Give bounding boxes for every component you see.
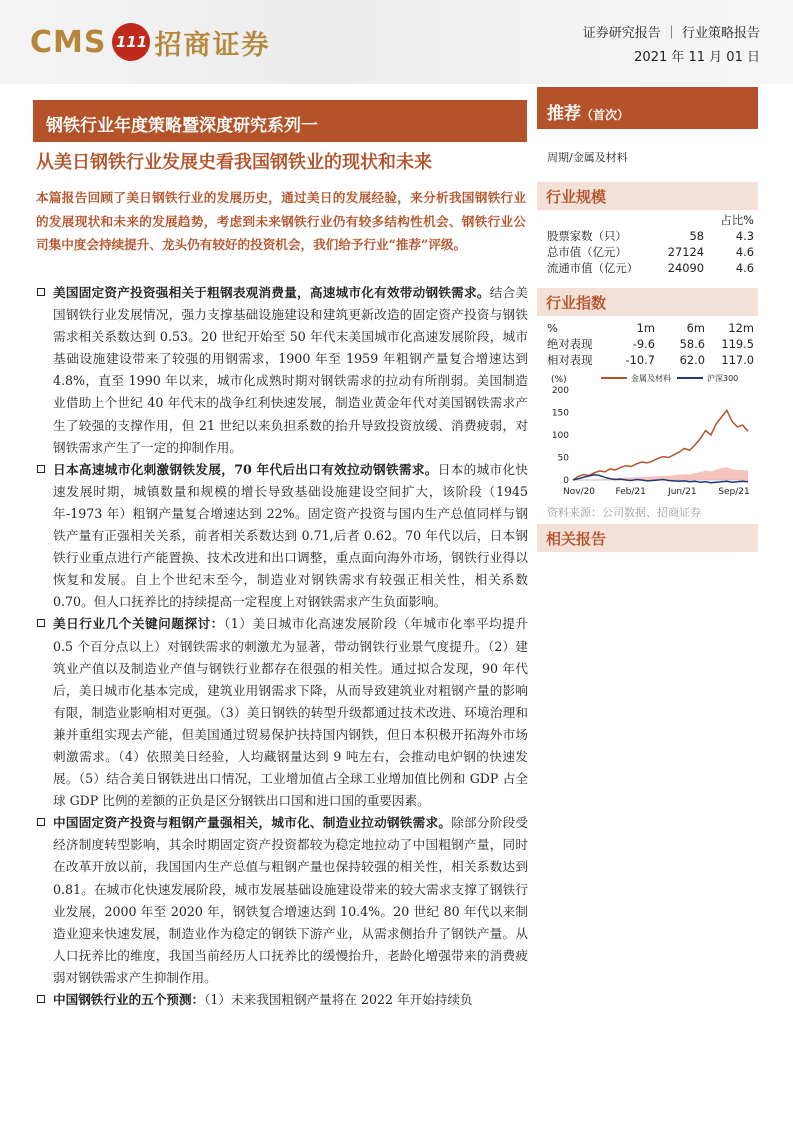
bullet-text: （1）未来我国粗钢产量将在 2022 年开始持续负 xyxy=(204,992,473,1007)
row-label: 流通市值（亿元） xyxy=(547,261,639,275)
row-value: 24090 xyxy=(667,261,704,275)
report-type: 证券研究报告 ｜ 行业策略报告 xyxy=(582,26,760,41)
body-text xyxy=(36,282,528,1011)
relative-area-series xyxy=(573,467,748,480)
share-header: 占比% xyxy=(720,213,754,227)
bullet-item xyxy=(36,459,528,614)
bullet-text: 日本的城市化快速发展时期，城镇数量和规模的增长导致基础设施建设空间扩大，该阶段（1945 年-1973 年）粗钢产量复合增速达到 22%。固定资产投资与国内生产总值同样与钢铁产量有正强相关关系，前者相关系数达到 0.71,后者 0.62。70 年代以后，日本钢铁行业重点进行产能置换、技术改进和出口调整，重点面向海外市场，钢铁行业得以恢复和发展。自上个世纪末至今，制造业对钢铁需求有较强正相关性，相关系数 0.70。但人口抚养比的持续提高一定程度上对钢铁需求产生负面影响。 xyxy=(53,461,528,610)
row-label: 相对表现 xyxy=(547,352,593,367)
rating-label: 推荐 xyxy=(547,104,581,124)
table-row xyxy=(547,244,754,260)
series-title: 钢铁行业年度策略暨深度研究系列一 xyxy=(33,100,527,142)
logo-text: CMS xyxy=(30,24,107,60)
row-label: 股票家数（只） xyxy=(547,229,627,243)
index-title: 行业指数 xyxy=(537,288,758,316)
row-value: 58 xyxy=(689,229,704,243)
row-12m: 117.0 xyxy=(721,352,754,367)
report-date: 2021 年 11 月 01 日 xyxy=(634,50,760,65)
row-6m: 62.0 xyxy=(679,352,705,367)
checkbox-bullet-icon xyxy=(37,288,45,296)
bullet-item xyxy=(36,613,528,812)
bullet-heading: 美国固定资产投资强相关于粗钢表观消费量，高速城市化有效带动钢铁需求。 xyxy=(53,285,490,300)
bullet-heading: 日本高速城市化刺激钢铁发展，70 年代后出口有效拉动钢铁需求。 xyxy=(53,461,438,477)
y-tick-label: 0 xyxy=(563,476,569,486)
industry-index-chart xyxy=(541,372,756,500)
row-label: 总市值（亿元） xyxy=(547,245,627,259)
cms-logo xyxy=(30,20,270,64)
scale-table xyxy=(547,212,754,276)
y-tick-label: 200 xyxy=(551,386,569,396)
checkbox-bullet-icon xyxy=(37,995,45,1003)
table-row xyxy=(547,260,754,276)
row-share: 4.6 xyxy=(735,261,754,275)
legend-series1: 金属及材料 xyxy=(631,374,671,383)
table-row xyxy=(547,352,754,368)
row-6m: 58.6 xyxy=(679,336,705,351)
bullet-item xyxy=(36,282,528,459)
industry-category: 周期/金属及材料 xyxy=(547,151,628,164)
bullet-text: （1）美日城市化高速发展阶段（年城市化率平均提升 0.5 个百分点以上）对钢铁需求的刺激尤为显著，带动钢铁行业景气度提升。（2）建筑业产值以及制造业产值与钢铁行业都存在很强的相关性。通过拟合发现，90 年代后，美日城市化基本完成，建筑业用钢需求下降，从而导致建筑业对粗钢产量的影响有限，制造业影响相对更强。（3）美日钢铁的转型升级都通过技术改进、环境治理和兼并重组实现去产能，但美国通过贸易保护扶持国内钢铁，但日本积极开拓海外市场刺激需求。（4）依照美日经验，人均藏钢量达到 9 吨左右，会推动电炉钢的快速发展。（5）结合美日钢铁进出口情况，工业增加值占全球工业增加值比例和 GDP 占全球 GDP 比例的差额的正负是区分钢铁出口国和进口国的重要因素。 xyxy=(53,616,529,809)
table-row xyxy=(547,336,754,352)
rating-note: （首次） xyxy=(581,108,630,122)
bullet-text: 除部分阶段受经济制度转型影响，其余时期固定资产投资都较为稳定地拉动了中国粗钢产量，同时在改革开放以前，我国国内生产总值与粗钢产量也保持较强的相关性，相关系数达到 0.81。在城市化快速发展阶段，城市发展基础设施建设带来的较大需求支撑了钢铁行业发展，2000 年至 2020 年，钢铁复合增速达到 10.4%。20 世纪 80 年代以来制造业迎来快速发展，制造业作为稳定的钢铁下游产业，从需求侧抬升了钢铁产量。从人口抚养比的维度，我国当前经历人口抚养比的缓慢抬升，老龄化增强带来的消费疲弱对钢铁需求产生抑制作用。 xyxy=(53,815,529,985)
bullet-item xyxy=(36,812,528,989)
legend-series2: 沪深300 xyxy=(707,374,739,383)
y-tick-label: 100 xyxy=(551,431,569,441)
bullet-heading: 美日行业几个关键问题探讨： xyxy=(53,616,224,632)
row-12m: 119.5 xyxy=(721,336,754,351)
bullet-heading: 中国钢铁行业的五个预测： xyxy=(53,992,205,1007)
chart-source: 资料来源：公司数据、招商证券 xyxy=(547,506,701,519)
index-header-1m: 1m xyxy=(636,320,655,335)
x-tick-label: Sep/21 xyxy=(718,487,750,497)
y-tick-label: 50 xyxy=(557,453,569,464)
bullet-heading: 中国固定资产投资与粗钢产量强相关，城市化、制造业拉动钢铁需求。 xyxy=(53,815,452,831)
x-tick-label: Jun/21 xyxy=(668,487,697,497)
main-title: 从美日钢铁行业发展史看我国钢铁业的现状和未来 xyxy=(36,152,432,173)
row-1m: -9.6 xyxy=(632,336,655,351)
row-share: 4.6 xyxy=(735,245,754,259)
abstract: 本篇报告回顾了美日钢铁行业的发展历史，通过美日的发展经验，来分析我国钢铁行业的发展现状和未来的发展趋势，考虑到未来钢铁行业仍有较多结构性机会、钢铁行业公司集中度会持续提升、龙头仍有较好的投资机会，我们给予行业“推荐”评级。 xyxy=(36,190,526,252)
index-header-unit: % xyxy=(547,320,558,335)
x-tick-label: Feb/21 xyxy=(615,487,646,497)
row-share: 4.3 xyxy=(735,229,754,243)
index-header-6m: 6m xyxy=(686,320,705,335)
y-tick-label: 150 xyxy=(551,408,569,419)
related-reports-title: 相关报告 xyxy=(537,524,758,552)
logo-cn-text: 招商证券 xyxy=(154,29,271,61)
table-row xyxy=(547,320,754,336)
chart-ylabel: (%) xyxy=(551,375,567,385)
x-tick-label: Nov/20 xyxy=(562,487,596,497)
scale-title: 行业规模 xyxy=(537,182,758,210)
bullet-item xyxy=(36,989,528,1011)
checkbox-bullet-icon xyxy=(37,465,45,473)
row-1m: -10.7 xyxy=(625,352,655,367)
row-value: 27124 xyxy=(667,245,704,259)
row-label: 绝对表现 xyxy=(547,336,593,351)
table-row xyxy=(547,228,754,244)
logo-emblem-icon: 111 xyxy=(112,23,150,61)
page-header xyxy=(0,0,793,84)
checkbox-bullet-icon xyxy=(37,818,45,826)
table-row xyxy=(547,212,754,228)
bullet-text: 结合美国钢铁行业发展情况，强力支撑基础设施建设和建筑更新改造的固定资产投资与钢铁需求相关系数达到 0.53。20 世纪开始至 50 年代末美国城市化高速发展阶段，城市基础设施建设带来了较强的用钢需求，1900 年至 1959 年粗钢产量复合增速达到 4.8%，直至 1990 年以来，城市化成熟时期对钢铁需求的拉动有所削弱。美国制造业借助上个世纪 40 年代末的战争红利快速发展，制造业黄金年代对美国钢铁需求产生了较强的支撑作用，但 21 世纪以来负担系数的抬升导致投资放缓、消费疲弱，对钢铁需求产生了一定的抑制作用。 xyxy=(53,285,529,455)
index-header-12m: 12m xyxy=(728,320,754,335)
checkbox-bullet-icon xyxy=(37,619,45,627)
rating-banner xyxy=(537,87,758,129)
index-table xyxy=(547,320,754,368)
